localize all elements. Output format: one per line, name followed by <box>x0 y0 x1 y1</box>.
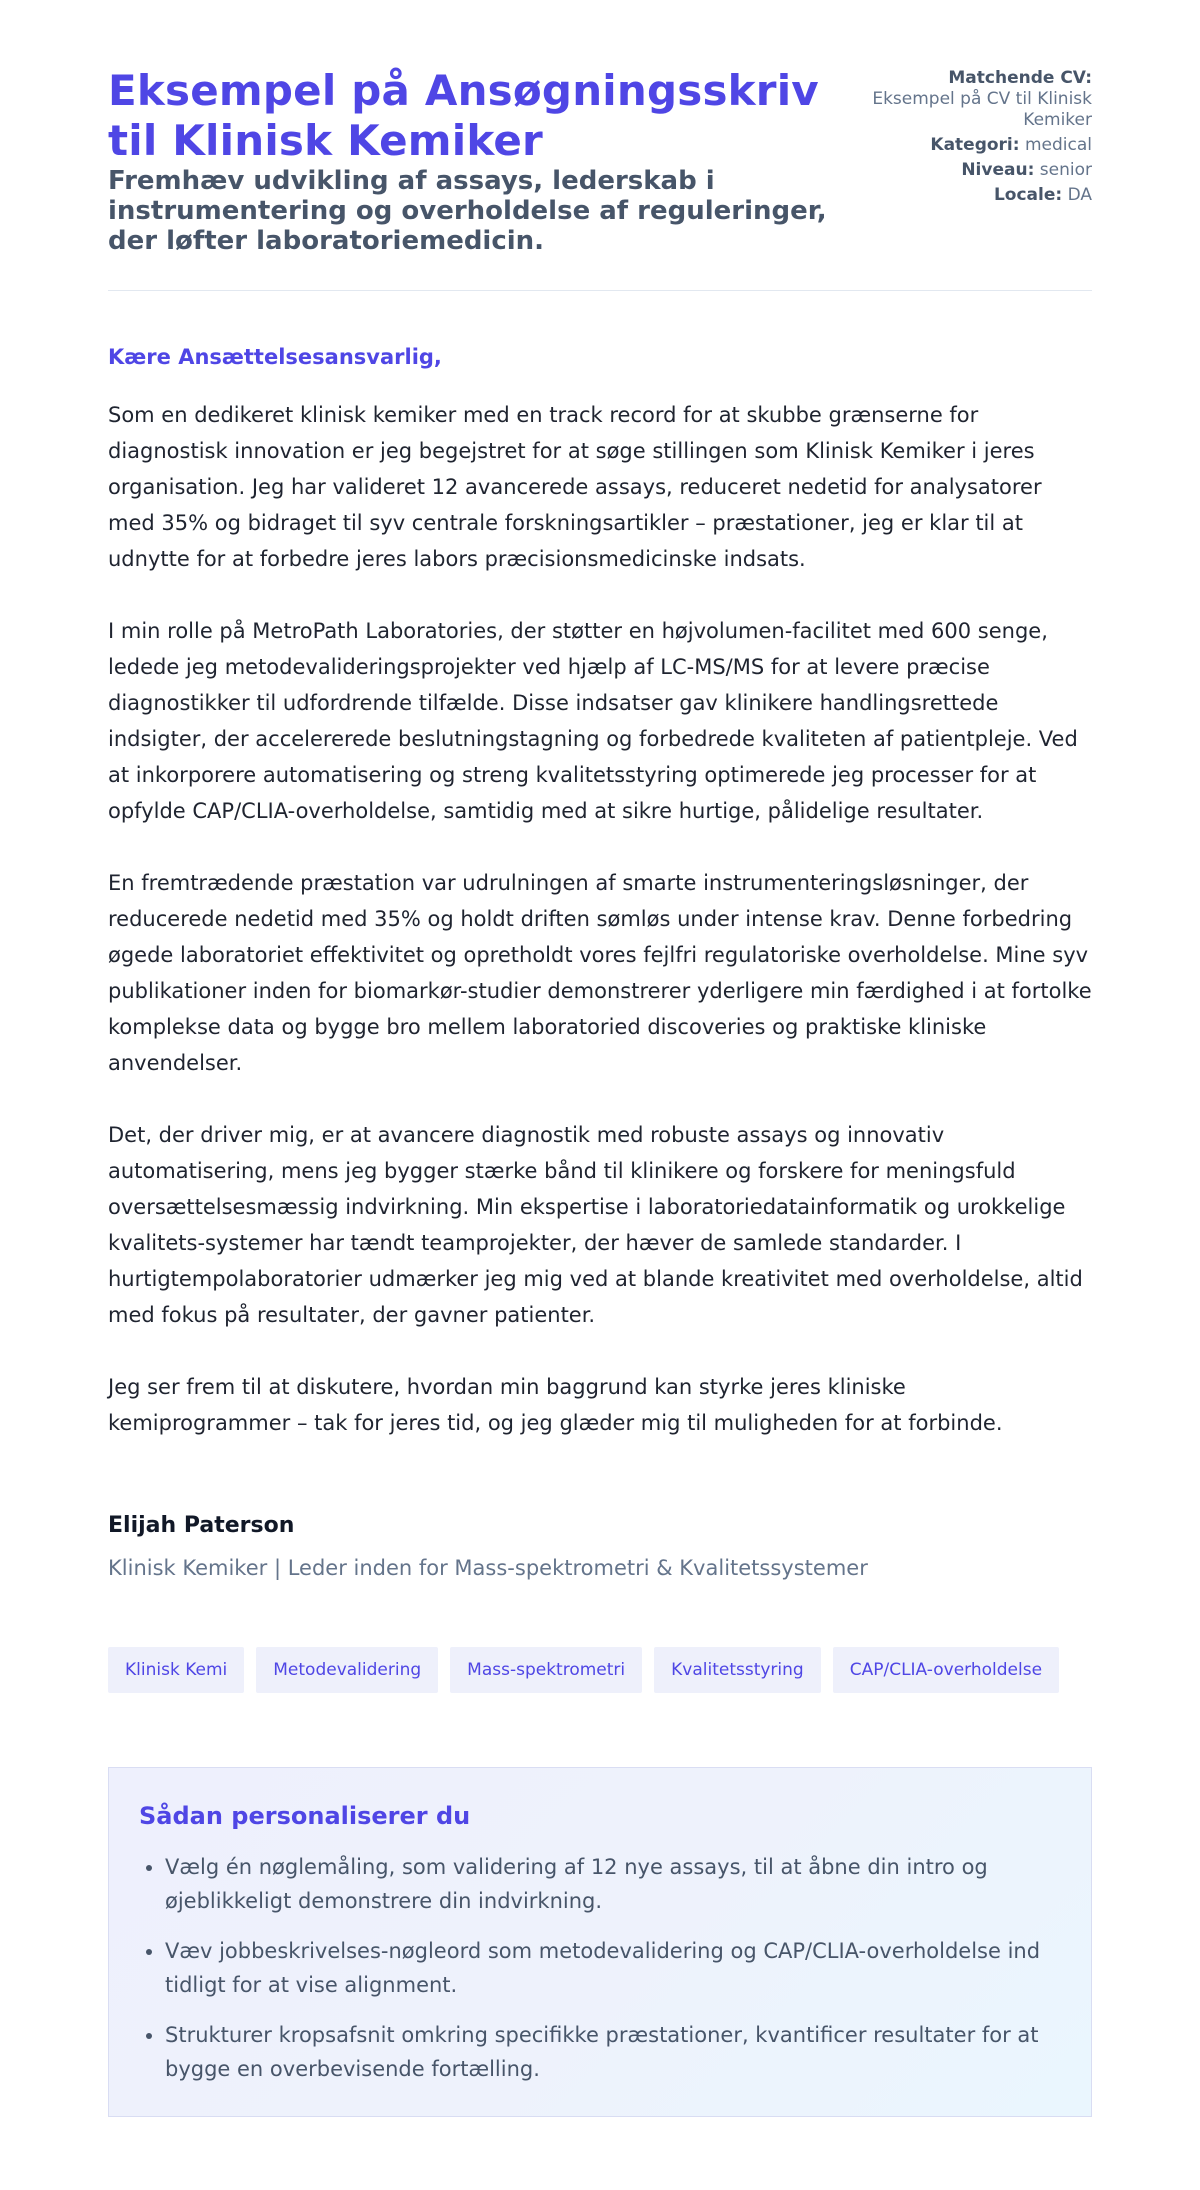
skill-tags <box>108 1647 1092 1693</box>
header-divider <box>108 290 1092 291</box>
meta-locale-label: Locale: <box>993 185 1063 205</box>
meta-level-label: Niveau: <box>961 160 1035 180</box>
letter-paragraph: Det, der driver mig, er at avancere diagnostik med robuste assays og innovativ automatisering, mens jeg bygger stærke bånd til klinikere og forskere for meningsfuld oversættelsesmæssig indvirkning. Min ekspertise i laboratoriedatainformatik og urokkelige kvalitets-systemer har tændt teamprojekter, der hæver de samlede standarder. I hurtigtempolaboratorier udmærker jeg mig ved at blande kreativitet med overholdelse, altid med fokus på resultater, der gavner patienter. <box>108 1123 1083 1327</box>
skill-tag: CAP/CLIA-overholdelse <box>833 1647 1059 1693</box>
skill-tag: Metodevalidering <box>256 1647 438 1693</box>
tips-list <box>139 1850 1061 2086</box>
meta-panel <box>841 66 1092 210</box>
skill-tag: Klinisk Kemi <box>108 1647 244 1693</box>
letter-body <box>108 397 1092 1441</box>
page-subtitle: Fremhæv udvikling af assays, lederskab i instrumentering og overholdelse af reguleringer, der løfter laboratoriemedicin. <box>108 166 827 256</box>
personalization-tips-box <box>108 1767 1092 2117</box>
meta-locale-value: DA <box>1067 185 1092 205</box>
meta-matching-cv-value: Eksempel på CV til Klinisk Kemiker <box>872 89 1092 130</box>
meta-category-label: Kategori: <box>930 135 1020 155</box>
letter-paragraph: Jeg ser frem til at diskutere, hvordan min baggrund kan styrke jeres kliniske kemiprogrammer – tak for jeres tid, og jeg glæder mig til muligheden for at forbinde. <box>108 1375 1003 1435</box>
tip-item: • Vælg én nøglemåling, som validering af 12 nye assays, til at åbne din intro og øjeblikkeligt demonstrere din indvirkning. <box>165 1850 1061 1918</box>
tip-item: • Strukturer kropsafsnit omkring specifikke præstationer, kvantificer resultater for at bygge en overbevisende fortælling. <box>165 2018 1061 2086</box>
meta-matching-cv <box>841 68 1092 131</box>
signature-role: Klinisk Kemiker | Leder inden for Mass-spektrometri & Kvalitetssystemer <box>108 1556 868 1580</box>
tip-item: • Væv jobbeskrivelses-nøgleord som metodevalidering og CAP/CLIA-overholdelse ind tidligt for at vise alignment. <box>165 1934 1061 2002</box>
skill-tag: Mass-spektrometri <box>450 1647 642 1693</box>
letter-greeting: Kære Ansættelsesansvarlig, <box>108 345 442 369</box>
skill-tag: Kvalitetsstyring <box>654 1647 821 1693</box>
meta-level-value: senior <box>1039 160 1092 180</box>
signature-block <box>108 1511 1092 1583</box>
letter-paragraph: I min rolle på MetroPath Laboratories, der støtter en højvolumen-facilitet med 600 senge, ledede jeg metodevalideringsprojekter ved hjælp af LC-MS/MS for at levere præcise diagnostikker til udfordrende tilfælde. Disse indsatser gav klinikere handlingsrettede indsigter, der accelererede beslutningstagning og forbedrede kvaliteten af patientpleje. Ved at inkorporere automatisering og streng kvalitetsstyring optimerede jeg processer for at opfylde CAP/CLIA-overholdelse, samtidig med at sikre hurtige, pålidelige resultater. <box>108 619 1078 823</box>
letter-paragraph: En fremtrædende præstation var udrulningen af smarte instrumenteringsløsninger, der reducerede nedetid med 35% og holdt driften sømløs under intense krav. Denne forbedring øgede laboratoriet effektivitet og opretholdt vores fejlfri regulatoriske overholdelse. Mine syv publikationer inden for biomarkør-studier demonstrerer yderligere min færdighed i at fortolke komplekse data og bygge bro mellem laboratoried discoveries og praktiske kliniske anvendelser. <box>108 871 1092 1075</box>
meta-matching-cv-label: Matchende CV: <box>948 68 1092 88</box>
page-title: Eksempel på Ansøgningsskriv til Klinisk Kemiker <box>108 66 819 165</box>
tips-title: Sådan personaliserer du <box>139 1802 471 1830</box>
meta-level <box>841 160 1092 181</box>
signature-name: Elijah Paterson <box>108 1513 295 1538</box>
letter-paragraph: Som en dedikeret klinisk kemiker med en track record for at skubbe grænserne for diagnostisk innovation er jeg begejstret for at søge stillingen som Klinisk Kemiker i jeres organisation. Jeg har valideret 12 avancerede assays, reduceret nedetid for analysatorer med 35% og bidraget til syv centrale forskningsartikler – præstationer, jeg er klar til at udnytte for at forbedre jeres labors præcisionsmedicinske indsats. <box>108 403 1042 571</box>
header <box>108 66 1092 256</box>
meta-category <box>841 135 1092 156</box>
meta-locale <box>841 185 1092 206</box>
meta-category-value: medical <box>1024 135 1092 155</box>
header-left <box>108 66 841 256</box>
